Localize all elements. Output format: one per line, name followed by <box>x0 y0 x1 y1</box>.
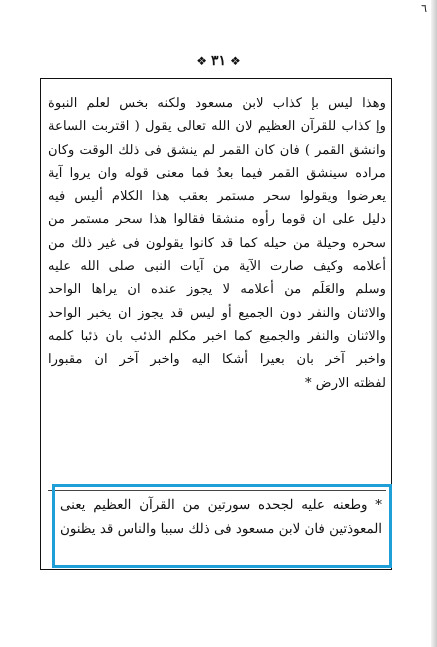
text-line: وسلم والعَلَم من أعلامه لا يجوز عنده ان يراها الواحد <box>48 282 386 298</box>
text-line: وهذا ليس بإ كذاب لابن مسعود ولكنه بخس لعلم النبوة <box>48 96 386 111</box>
highlight-box <box>52 484 392 568</box>
text-line: والاثنان والنفر والجميع كما اخبر مكلم الذئب بان ذئبا كلمه <box>48 328 386 344</box>
page-number: ٣١ <box>210 53 227 69</box>
text-line: يعرضوا ويقولوا سحر مستمر بعقب هذا الكلام أليس فيه <box>48 189 386 205</box>
page-edge-shadow <box>431 0 437 647</box>
text-line: وانشق القمر ) فان كان القمر لم ينشق فى ذلك الوقت وكان <box>48 142 386 158</box>
corner-mark: ٦ <box>421 2 427 15</box>
text-line: مراده سينشق القمر فيما بعدُ فما معنى قوله وان يروا آية <box>48 165 386 181</box>
text-line: دليل على ان قوما رأوه منشقا فقالوا هذا سحر مستمر من <box>48 212 386 228</box>
footnote-line: * وطعنه عليه لجحده سورتين من القرآن العظيم يعنى <box>60 498 382 513</box>
ornament-left-icon: ❖ <box>196 54 207 68</box>
text-line: واخبر آخر بان بعيرا أشكا اليه واخبر آخر ان مقبورا <box>48 352 386 368</box>
text-line: لفظته الارض * <box>304 375 386 391</box>
main-text <box>48 92 386 395</box>
page-header <box>0 50 437 72</box>
text-line: سحره وحيلة من حيله كما قد كانوا يقولون فى غير ذلك من <box>48 235 386 251</box>
text-line: وإ كذاب للقرآن العظيم لان الله تعالى يقول ( اقتربت الساعة <box>48 119 386 135</box>
text-line: أعلامه وكيف صارت الآية من آيات النبى صلى الله عليه <box>48 259 386 275</box>
text-line: والاثنان والنفر دون الجميع أو ليس قد يجوز ان يخبر الواحد <box>48 305 386 321</box>
footnote-line: المعوذتين فان لابن مسعود فى ذلك سببا والناس قد يظنون <box>60 522 382 537</box>
ornament-right-icon: ❖ <box>230 54 241 68</box>
